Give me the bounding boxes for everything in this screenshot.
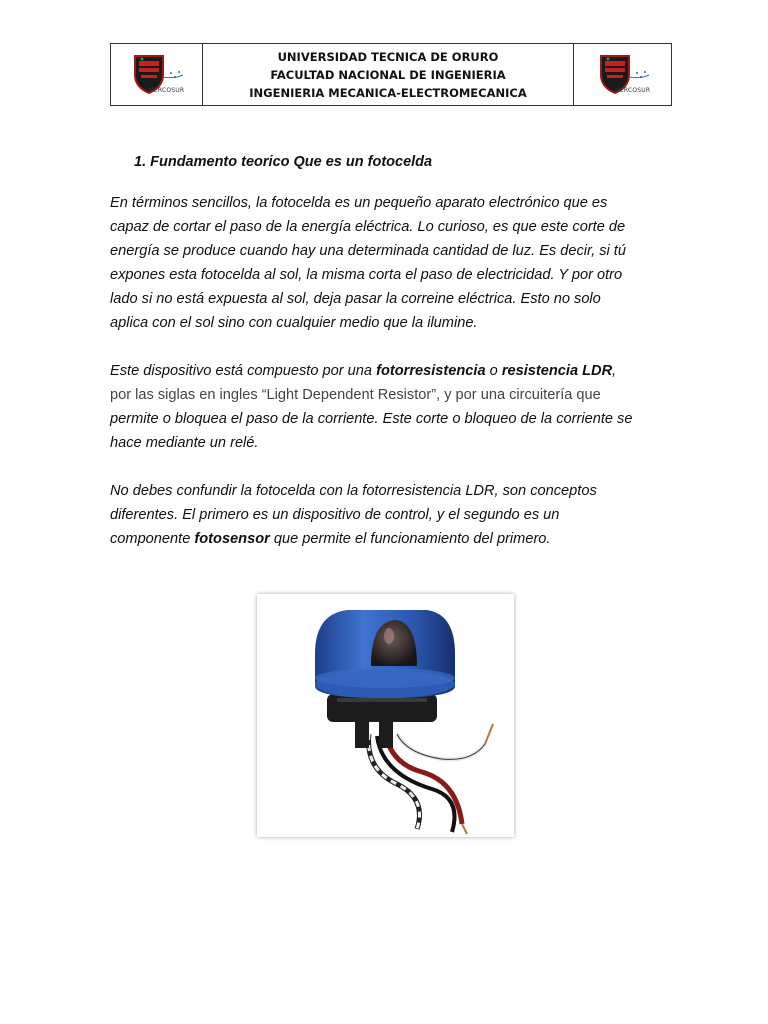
text-run: o xyxy=(485,363,502,379)
paragraph-distinction xyxy=(110,479,670,551)
text-line: capaz de cortar el paso de la energía eléctrica. Lo curioso, es que este corte de xyxy=(110,219,626,235)
logo-left-caption: MERCOSUR xyxy=(148,86,185,94)
text-line: aplica con el sol sino con cualquier medio que la ilumine. xyxy=(110,315,478,331)
document-header xyxy=(110,43,672,106)
university-name: UNIVERSIDAD TECNICA DE ORURO xyxy=(277,49,499,64)
text-line xyxy=(110,527,670,551)
term-fotosensor: fotosensor xyxy=(194,531,270,547)
text-run: que permite el funcionamiento del primero. xyxy=(269,531,551,547)
faculty-name: FACULTAD NACIONAL DE INGENIERIA xyxy=(270,67,506,82)
header-logo-right-cell xyxy=(573,44,671,105)
text-run: Este dispositivo está compuesto por una xyxy=(110,363,377,379)
text-line: En términos sencillos, la fotocelda es un pequeño aparato electrónico que es xyxy=(110,195,608,211)
department-name: INGENIERIA MECANICA-ELECTROMECANICA xyxy=(249,85,527,100)
text-line: diferentes. El primero es un dispositivo de control, y el segundo es un xyxy=(110,507,560,523)
term-resistencia-ldr: resistencia LDR xyxy=(501,363,613,379)
term-fotorresistencia: fotorresistencia xyxy=(376,363,486,379)
text-line: No debes confundir la fotocelda con la fotorresistencia LDR, son conceptos xyxy=(110,483,597,499)
header-title-block xyxy=(203,44,573,105)
text-line: expones esta fotocelda al sol, la misma corta el paso de electricidad. Y por otro xyxy=(110,267,623,283)
document-body xyxy=(110,150,670,551)
text-line: por las siglas en ingles “Light Dependent Resistor”, y por una circuitería que xyxy=(110,387,601,403)
header-logo-left-cell xyxy=(111,44,203,105)
text-run: componente xyxy=(110,531,195,547)
paragraph-definition xyxy=(110,191,670,335)
photocell-illustration xyxy=(257,594,514,837)
paragraph-components xyxy=(110,359,670,455)
section-heading: 1. Fundamento teorico Que es un fotocelda xyxy=(134,154,433,170)
university-logo-left xyxy=(127,53,187,97)
text-line: energía se produce cuando hay una determinada cantidad de luz. Es decir, si tú xyxy=(110,243,626,259)
text-run: , xyxy=(612,363,617,379)
text-line: hace mediante un relé. xyxy=(110,435,259,451)
logo-right-caption: MERCOSUR xyxy=(614,86,651,94)
text-line xyxy=(110,359,670,383)
text-line: lado si no está expuesta al sol, deja pasar la correine eléctrica. Esto no solo xyxy=(110,291,601,307)
text-line: permite o bloquea el paso de la corriente. Este corte o bloqueo de la corriente se xyxy=(110,411,633,427)
university-logo-right xyxy=(593,53,653,97)
photocell-image xyxy=(257,594,514,837)
